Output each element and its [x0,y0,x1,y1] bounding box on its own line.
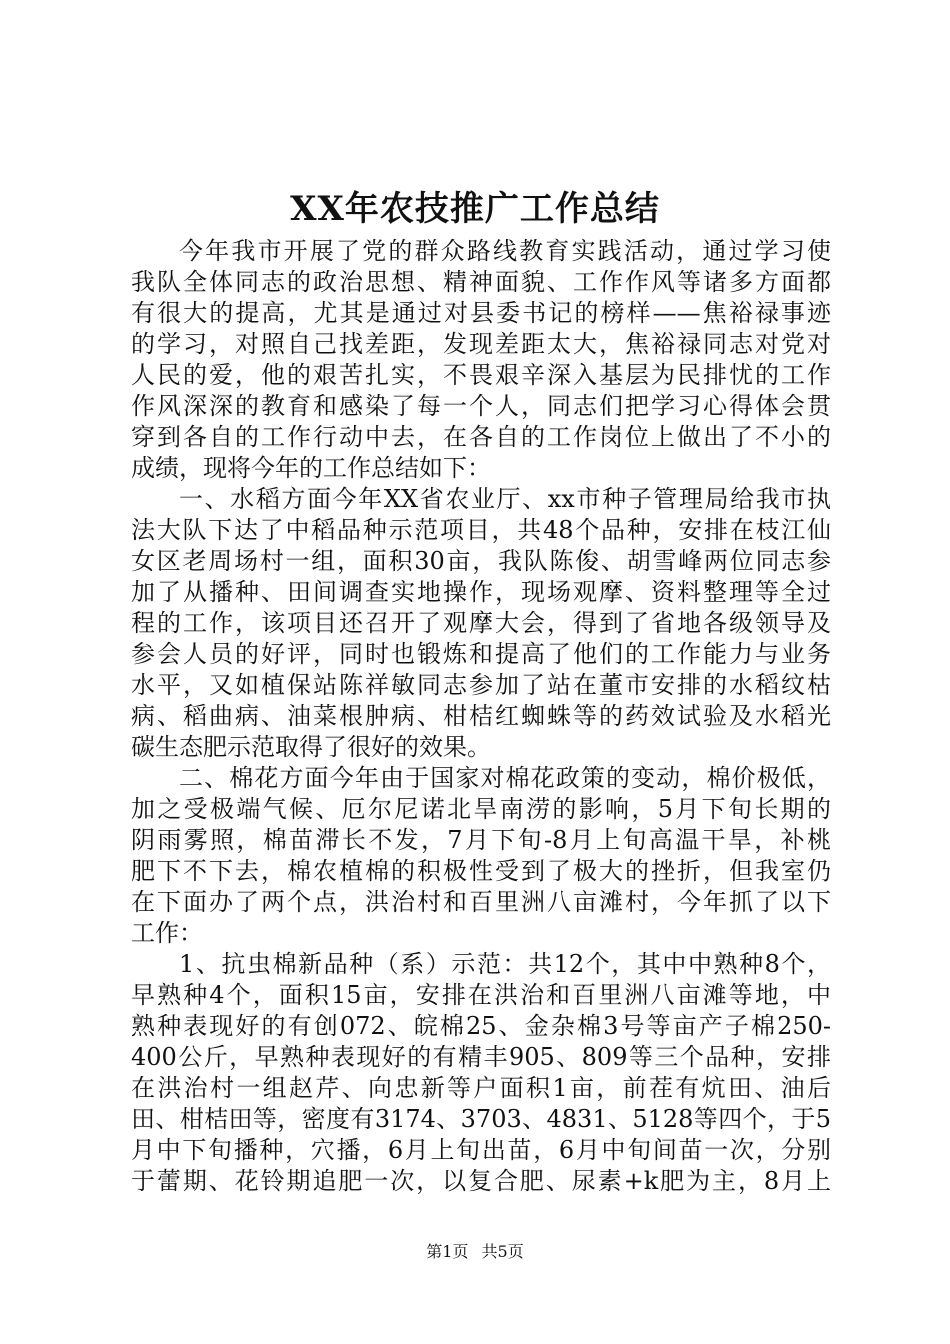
paragraph-line: 田、柑桔田等，密度有3174、3703、4831、5128等四个，于5 [131,1105,831,1133]
paragraph-line: 作风深深的教育和感染了每一个人，同志们把学习心得体会贯 [131,392,831,420]
page-footer [0,1242,950,1262]
paragraph-line: 程的工作，该项目还召开了观摩大会，得到了省地各级领导及 [131,609,831,637]
paragraph-line: 工作： [131,919,203,947]
paragraph-line: 法大队下达了中稻品种示范项目，共48个品种，安排在枝江仙 [131,516,831,544]
paragraph-line: 阴雨雾照，棉苗滞长不发，7月下旬-8月上旬高温干旱，补桃 [131,826,831,854]
paragraph-line: 早熟种4个，面积15亩，安排在洪治和百里洲八亩滩等地，中 [131,981,831,1009]
paragraph-line: 成绩，现将今年的工作总结如下： [131,454,491,482]
paragraph-line: 碳生态肥示范取得了很好的效果。 [131,733,491,761]
paragraph-line: 在洪治村一组赵芹、向忠新等户面积1亩，前茬有炕田、油后 [131,1074,831,1102]
paragraph-line: 女区老周场村一组，面积30亩，我队陈俊、胡雪峰两位同志参 [131,547,831,575]
paragraph-line: 穿到各自的工作行动中去，在各自的工作岗位上做出了不小的 [131,423,831,451]
paragraph-line: 在下面办了两个点，洪治村和百里洲八亩滩村，今年抓了以下 [131,888,831,916]
paragraph-line: 今年我市开展了党的群众路线教育实践活动，通过学习使 [179,237,831,265]
page-total: 共5页 [481,1242,524,1261]
paragraph-line: 的学习，对照自己找差距，发现差距太大，焦裕禄同志对党对 [131,330,831,358]
paragraph-line: 一、水稻方面今年XX省农业厅、xx市种子管理局给我市执 [179,485,831,513]
paragraph-line: 参会人员的好评，同时也锻炼和提高了他们的工作能力与业务 [131,640,831,668]
paragraph-line: 肥下不下去，棉农植棉的积极性受到了极大的挫折，但我室仍 [131,857,831,885]
paragraph-line: 月中下旬播种，穴播，6月上旬出苗，6月中旬间苗一次，分别 [131,1136,831,1164]
paragraph-line: 病、稻曲病、油菜根肿病、柑桔红蜘蛛等的药效试验及水稻光 [131,702,831,730]
paragraph-line: 于蕾期、花铃期追肥一次，以复合肥、尿素+k肥为主，8月上 [131,1167,831,1195]
paragraph-line: 我队全体同志的政治思想、精神面貌、工作作风等诸多方面都 [131,268,831,296]
page-number: 第1页 [426,1242,469,1261]
paragraph-line: 加之受极端气候、厄尔尼诺北旱南涝的影响，5月下旬长期的 [131,795,831,823]
paragraph-line: 1、抗虫棉新品种（系）示范：共12个，其中中熟种8个， [179,950,831,978]
paragraph-line: 有很大的提高，尤其是通过对县委书记的榜样——焦裕禄事迹 [131,299,831,327]
paragraph-line: 人民的爱，他的艰苦扎实，不畏艰辛深入基层为民排忧的工作 [131,361,831,389]
document-title: XX年农技推广工作总结 [290,189,660,229]
paragraph-line: 400公斤，早熟种表现好的有精丰905、809等三个品种，安排 [131,1043,831,1071]
paragraph-line: 二、棉花方面今年由于国家对棉花政策的变动，棉价极低， [179,764,831,792]
paragraph-line: 水平，又如植保站陈祥敏同志参加了站在董市安排的水稻纹枯 [131,671,831,699]
paragraph-line: 加了从播种、田间调查实地操作，现场观摩、资料整理等全过 [131,578,831,606]
document-body [131,236,831,1197]
paragraph-line: 熟种表现好的有创072、皖棉25、金杂棉3号等亩产子棉250- [131,1012,831,1040]
